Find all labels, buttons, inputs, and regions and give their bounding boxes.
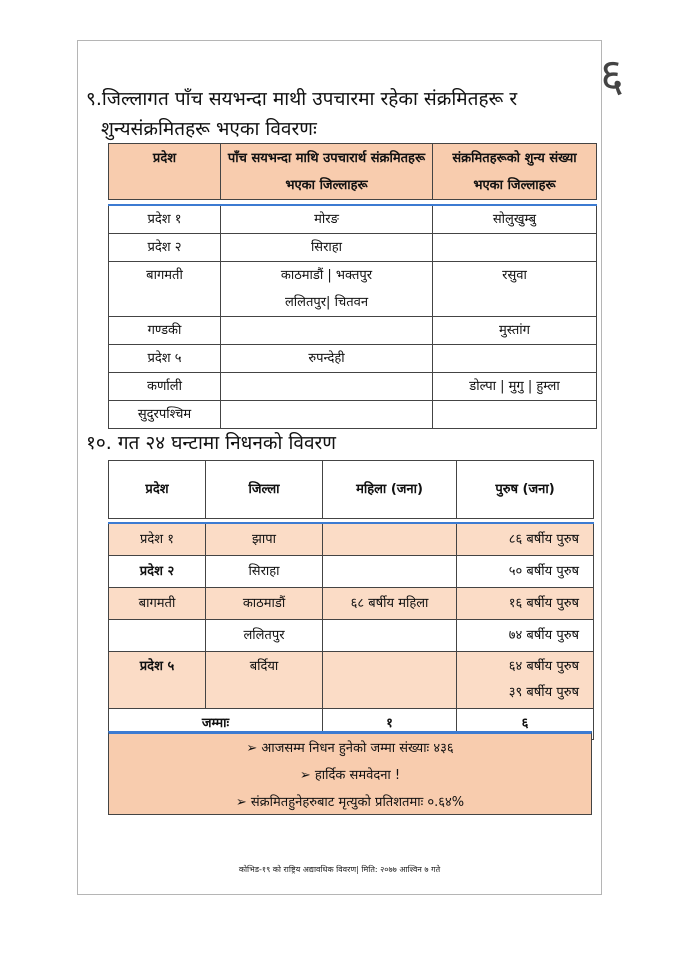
summary-death-rate: ➢ संक्रमितहुनेहरुबाट मृत्युको प्रतिशतमाः ०.६४% xyxy=(235,795,465,810)
districts-table xyxy=(108,143,597,429)
header-district: जिल्ला xyxy=(206,461,323,519)
summary-total-deaths: ➢ आजसम्म निधन हुनेको जम्मा संख्याः ४३६ xyxy=(246,741,454,756)
province-cell: कर्णाली xyxy=(109,372,221,400)
province-cell: प्रदेश १ xyxy=(109,205,221,234)
section-9-title-line1: ९.जिल्लागत पाँच सयभन्दा माथी उपचारमा रहेका संक्रमितहरू र xyxy=(86,88,518,110)
above-500-cell: मोरङ xyxy=(221,205,433,234)
table-row xyxy=(109,372,597,400)
above-500-cell xyxy=(221,261,433,316)
female-cell xyxy=(323,651,457,708)
above-500-cell xyxy=(221,400,433,428)
female-cell: ६८ बर्षीय महिला xyxy=(323,587,457,619)
male-line2: ३९ बर्षीय पुरुष xyxy=(508,684,579,700)
district-cell: काठमाडौं xyxy=(206,587,323,619)
province-cell: प्रदेश १ xyxy=(109,523,206,556)
province-cell: प्रदेश ५ xyxy=(109,651,206,708)
province-cell: सुदुरपश्चिम xyxy=(109,400,221,428)
above-500-cell xyxy=(221,372,433,400)
table-row xyxy=(109,233,597,261)
header-province: प्रदेश xyxy=(109,144,221,200)
above-500-line1: काठमाडौं | भक्तपुर xyxy=(280,267,373,283)
table-row xyxy=(109,651,594,708)
total-female: १ xyxy=(323,708,457,739)
above-500-cell: रुपन्देही xyxy=(221,344,433,372)
section-9-heading xyxy=(86,84,556,144)
province-cell xyxy=(109,619,206,651)
summary-condolence: ➢ हार्दिक समवेदना ! xyxy=(299,768,401,783)
male-cell: ५० बर्षीय पुरुष xyxy=(457,555,594,587)
province-cell: बागमती xyxy=(109,587,206,619)
header-above-500: पाँच सयभन्दा माथि उपचारार्थ संक्रमितहरू भएका जिल्लाहरू xyxy=(221,144,433,200)
zero-cell xyxy=(433,400,597,428)
table-row xyxy=(109,555,594,587)
zero-cell: रसुवा xyxy=(433,261,597,316)
province-cell: प्रदेश ५ xyxy=(109,344,221,372)
header-province: प्रदेश xyxy=(109,461,206,519)
total-male: ६ xyxy=(457,708,594,739)
table-row xyxy=(109,619,594,651)
province-cell: गण्डकी xyxy=(109,316,221,344)
page-footer: कोभिड-१९ को राष्ट्रिय अद्यावधिक विवरण| मिति: २०७७ आश्विन ७ गते xyxy=(238,865,441,874)
district-cell: सिराहा xyxy=(206,555,323,587)
male-cell: ८६ बर्षीय पुरुष xyxy=(457,523,594,556)
district-cell: ललितपुर xyxy=(206,619,323,651)
above-500-cell xyxy=(221,316,433,344)
zero-cell: मुस्तांग xyxy=(433,316,597,344)
header-male: पुरुष (जना) xyxy=(457,461,594,519)
male-cell xyxy=(457,651,594,708)
zero-cell: सोलुखुम्बु xyxy=(433,205,597,234)
total-label: जम्माः xyxy=(109,708,323,739)
female-cell xyxy=(323,555,457,587)
female-cell xyxy=(323,619,457,651)
zero-cell: डोल्पा | मुगु | हुम्ला xyxy=(433,372,597,400)
page-number: ६ xyxy=(600,48,624,102)
table-row xyxy=(109,400,597,428)
table-row xyxy=(109,523,594,556)
district-cell: झापा xyxy=(206,523,323,556)
above-500-line2: ललितपुर| चितवन xyxy=(284,294,369,310)
header-female: महिला (जना) xyxy=(323,461,457,519)
male-line1: ६४ बर्षीय पुरुष xyxy=(508,658,579,674)
section-9-title-line2: शुन्यसंक्रमितहरू भएका विवरणः xyxy=(101,118,317,140)
table-row xyxy=(109,344,597,372)
table-header-row xyxy=(109,144,597,200)
deaths-table xyxy=(108,460,594,740)
province-cell: प्रदेश २ xyxy=(109,555,206,587)
female-cell xyxy=(323,523,457,556)
table-row xyxy=(109,205,597,234)
table-row xyxy=(109,316,597,344)
district-cell: बर्दिया xyxy=(206,651,323,708)
zero-cell xyxy=(433,233,597,261)
header-zero-cases: संक्रमितहरूको शुन्य संख्या भएका जिल्लाहरू xyxy=(433,144,597,200)
male-cell: ७४ बर्षीय पुरुष xyxy=(457,619,594,651)
table-row xyxy=(109,587,594,619)
section-10-title: १०. गत २४ घन्टामा निधनको विवरण xyxy=(86,432,337,454)
table-header-row xyxy=(109,461,594,519)
male-cell: १६ बर्षीय पुरुष xyxy=(457,587,594,619)
province-cell: प्रदेश २ xyxy=(109,233,221,261)
above-500-cell: सिराहा xyxy=(221,233,433,261)
table-row xyxy=(109,261,597,316)
province-cell: बागमती xyxy=(109,261,221,316)
zero-cell xyxy=(433,344,597,372)
summary-box xyxy=(108,731,592,815)
